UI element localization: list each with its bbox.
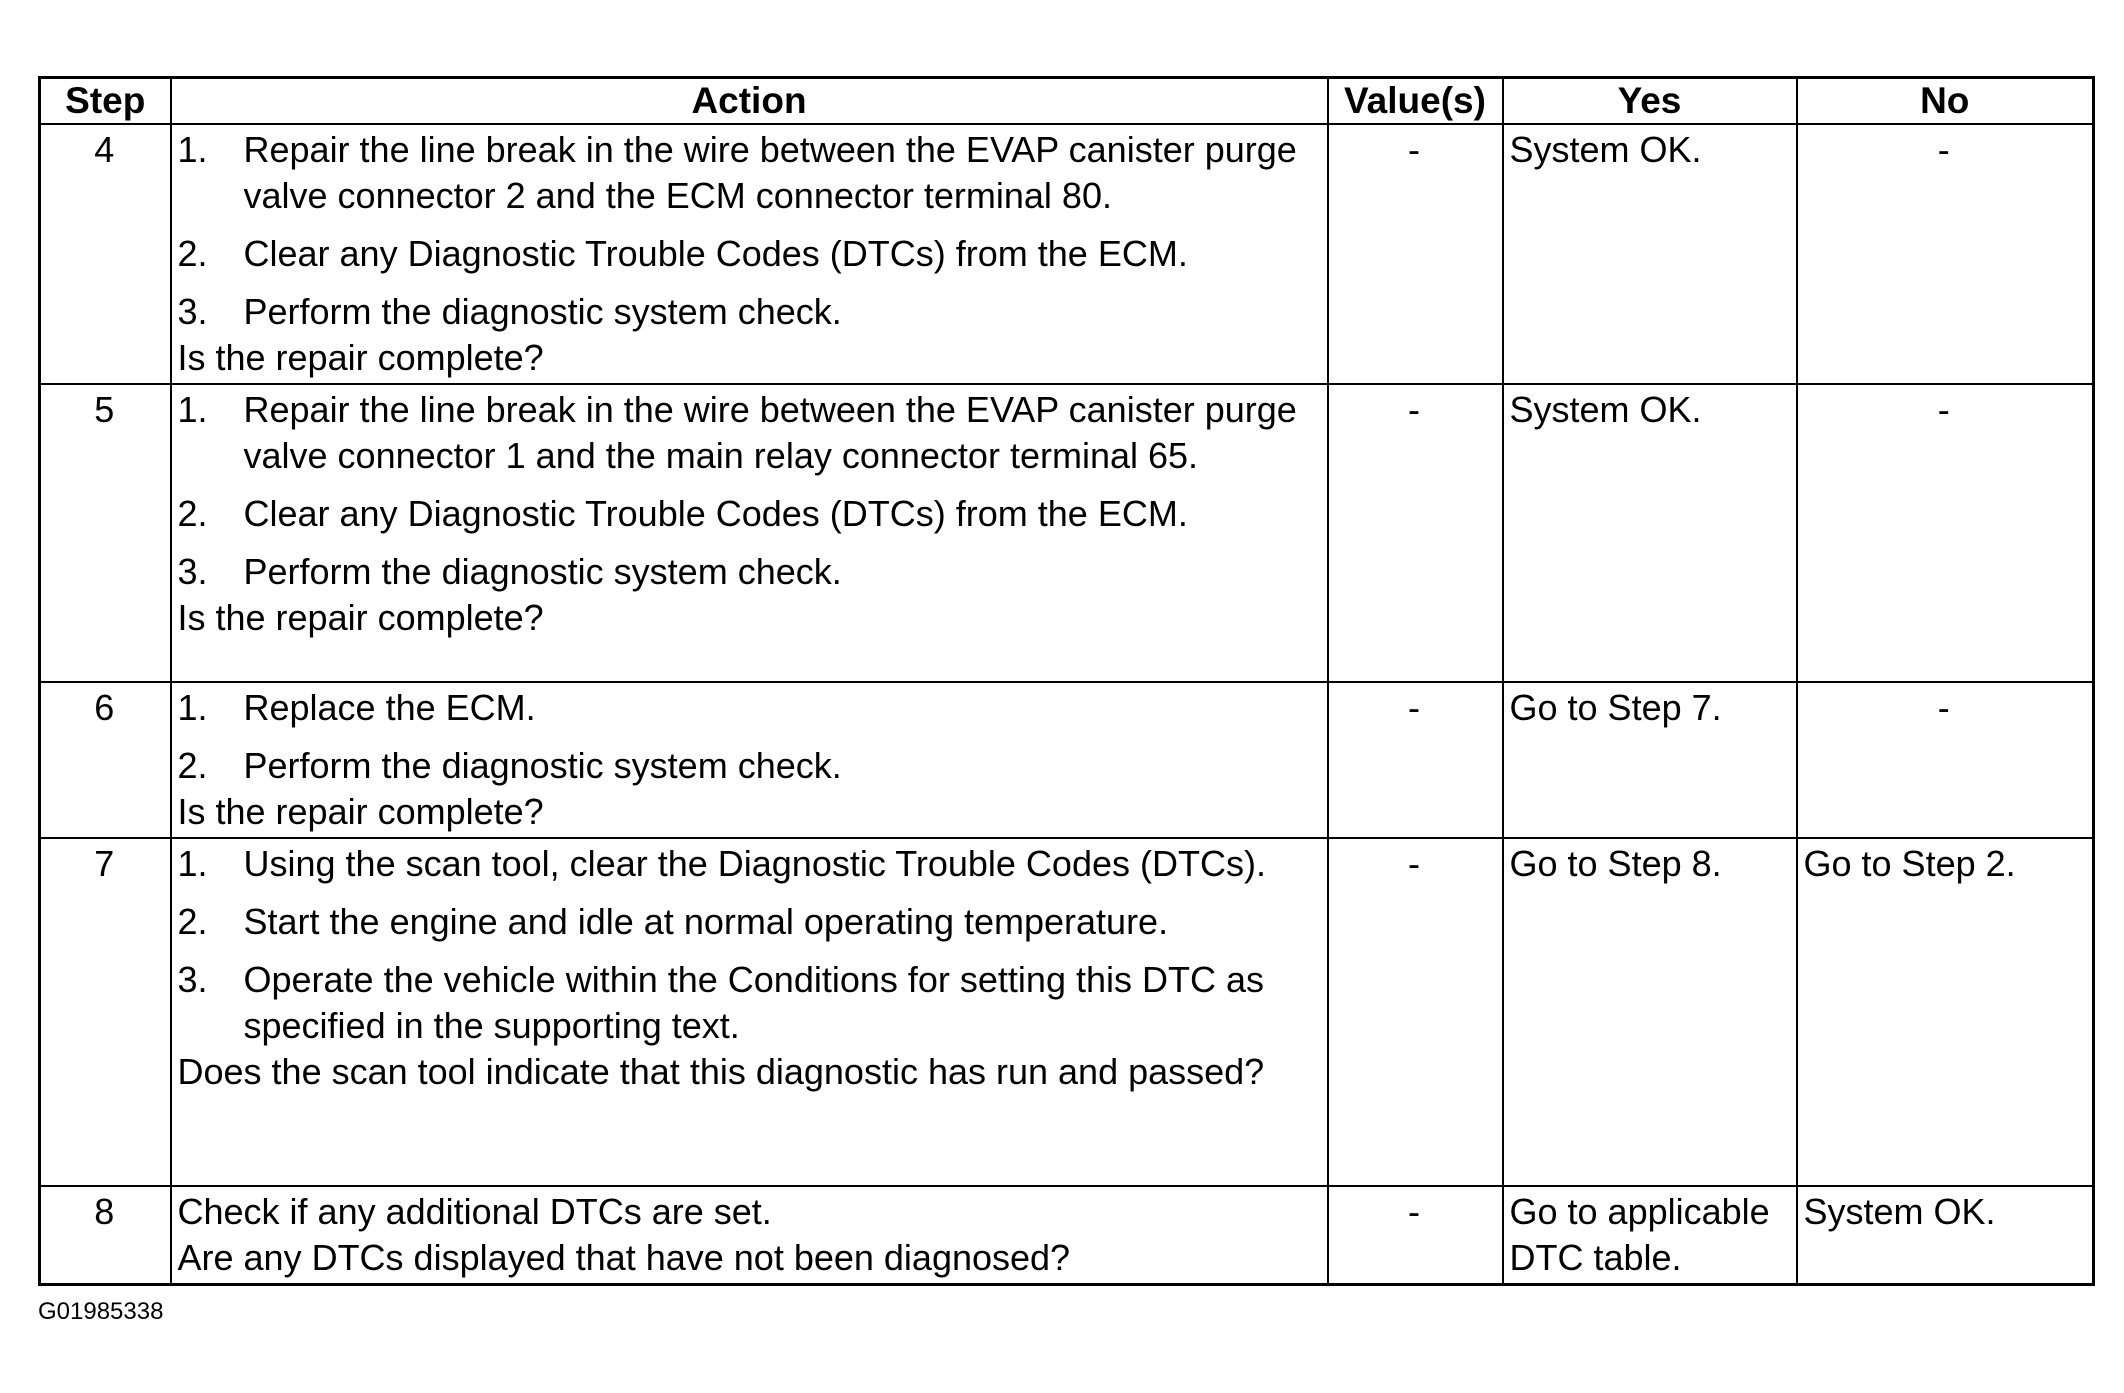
values-cell: - — [1328, 682, 1503, 838]
step-number: 5 — [40, 384, 171, 682]
action-step-text: Perform the diagnostic system check. — [243, 551, 842, 592]
table-row — [40, 682, 2094, 838]
action-line: Are any DTCs displayed that have not been diagnosed? — [177, 1237, 1071, 1278]
action-cell — [171, 1186, 1328, 1285]
values-cell: - — [1328, 838, 1503, 1186]
values-cell: - — [1328, 384, 1503, 682]
diagnostic-table — [38, 76, 2095, 1286]
action-step-text: Start the engine and idle at normal operating temperature. — [243, 901, 1169, 942]
action-step — [178, 957, 1319, 1049]
table-header-row — [40, 78, 2094, 125]
header-action: Action — [171, 78, 1328, 125]
action-step — [178, 387, 1319, 479]
action-step-number: 2. — [177, 493, 208, 534]
no-cell: - — [1797, 124, 2094, 384]
action-cell — [171, 384, 1328, 682]
action-step — [178, 491, 1319, 537]
action-steps-list — [178, 127, 1319, 335]
values-cell: - — [1328, 1186, 1503, 1285]
action-cell — [171, 838, 1328, 1186]
action-cell — [171, 682, 1328, 838]
header-values: Value(s) — [1328, 78, 1503, 125]
action-step-number: 1. — [177, 687, 208, 728]
yes-cell: Go to Step 7. — [1503, 682, 1797, 838]
action-steps-list — [178, 841, 1319, 1049]
yes-cell: System OK. — [1503, 124, 1797, 384]
action-step-text: Repair the line break in the wire between the EVAP canister purge valve connector 2 and the ECM connector terminal 80. — [243, 129, 1297, 216]
action-step-text: Clear any Diagnostic Trouble Codes (DTCs) from the ECM. — [243, 493, 1188, 534]
action-line: Check if any additional DTCs are set. — [177, 1191, 772, 1232]
action-cell — [171, 124, 1328, 384]
action-step-number: 1. — [177, 843, 208, 884]
step-number: 8 — [40, 1186, 171, 1285]
header-yes: Yes — [1503, 78, 1797, 125]
action-step — [178, 289, 1319, 335]
no-cell: - — [1797, 682, 2094, 838]
action-step-number: 1. — [177, 129, 208, 170]
action-step-number: 2. — [177, 745, 208, 786]
action-step-number: 2. — [177, 233, 208, 274]
no-cell: System OK. — [1797, 1186, 2094, 1285]
header-no: No — [1797, 78, 2094, 125]
action-question: Is the repair complete? — [177, 337, 544, 378]
action-step-text: Perform the diagnostic system check. — [243, 745, 842, 786]
yes-cell: Go to Step 8. — [1503, 838, 1797, 1186]
action-steps-list — [178, 387, 1319, 595]
action-step-number: 3. — [177, 551, 208, 592]
action-steps-list — [178, 685, 1319, 789]
figure-code: G01985338 — [38, 1298, 164, 1325]
action-step-text: Operate the vehicle within the Conditions for setting this DTC as specified in the supporting text. — [243, 959, 1264, 1046]
action-step-text: Repair the line break in the wire between the EVAP canister purge valve connector 1 and the main relay connector terminal 65. — [243, 389, 1297, 476]
action-step-number: 3. — [177, 959, 208, 1000]
action-question: Does the scan tool indicate that this diagnostic has run and passed? — [177, 1051, 1265, 1092]
step-number: 4 — [40, 124, 171, 384]
step-number: 6 — [40, 682, 171, 838]
header-step: Step — [40, 78, 171, 125]
action-step-text: Clear any Diagnostic Trouble Codes (DTCs) from the ECM. — [243, 233, 1188, 274]
action-step-text: Perform the diagnostic system check. — [243, 291, 842, 332]
yes-cell: Go to applicable DTC table. — [1503, 1186, 1797, 1285]
action-step — [178, 899, 1319, 945]
action-step-number: 1. — [177, 389, 208, 430]
action-step — [178, 127, 1319, 219]
action-step — [178, 685, 1319, 731]
action-step-number: 2. — [177, 901, 208, 942]
action-question: Is the repair complete? — [177, 597, 544, 638]
values-cell: - — [1328, 124, 1503, 384]
action-step — [178, 841, 1319, 887]
action-question: Is the repair complete? — [177, 791, 544, 832]
yes-cell: System OK. — [1503, 384, 1797, 682]
table-body — [40, 124, 2094, 1285]
action-step — [178, 743, 1319, 789]
no-cell: Go to Step 2. — [1797, 838, 2094, 1186]
action-step-number: 3. — [177, 291, 208, 332]
step-number: 7 — [40, 838, 171, 1186]
action-step-text: Replace the ECM. — [243, 687, 536, 728]
table-row — [40, 1186, 2094, 1285]
table-row — [40, 838, 2094, 1186]
no-cell: - — [1797, 384, 2094, 682]
action-step-text: Using the scan tool, clear the Diagnostic Trouble Codes (DTCs). — [243, 843, 1266, 884]
table-row — [40, 384, 2094, 682]
table-row — [40, 124, 2094, 384]
action-step — [178, 231, 1319, 277]
action-step — [178, 549, 1319, 595]
